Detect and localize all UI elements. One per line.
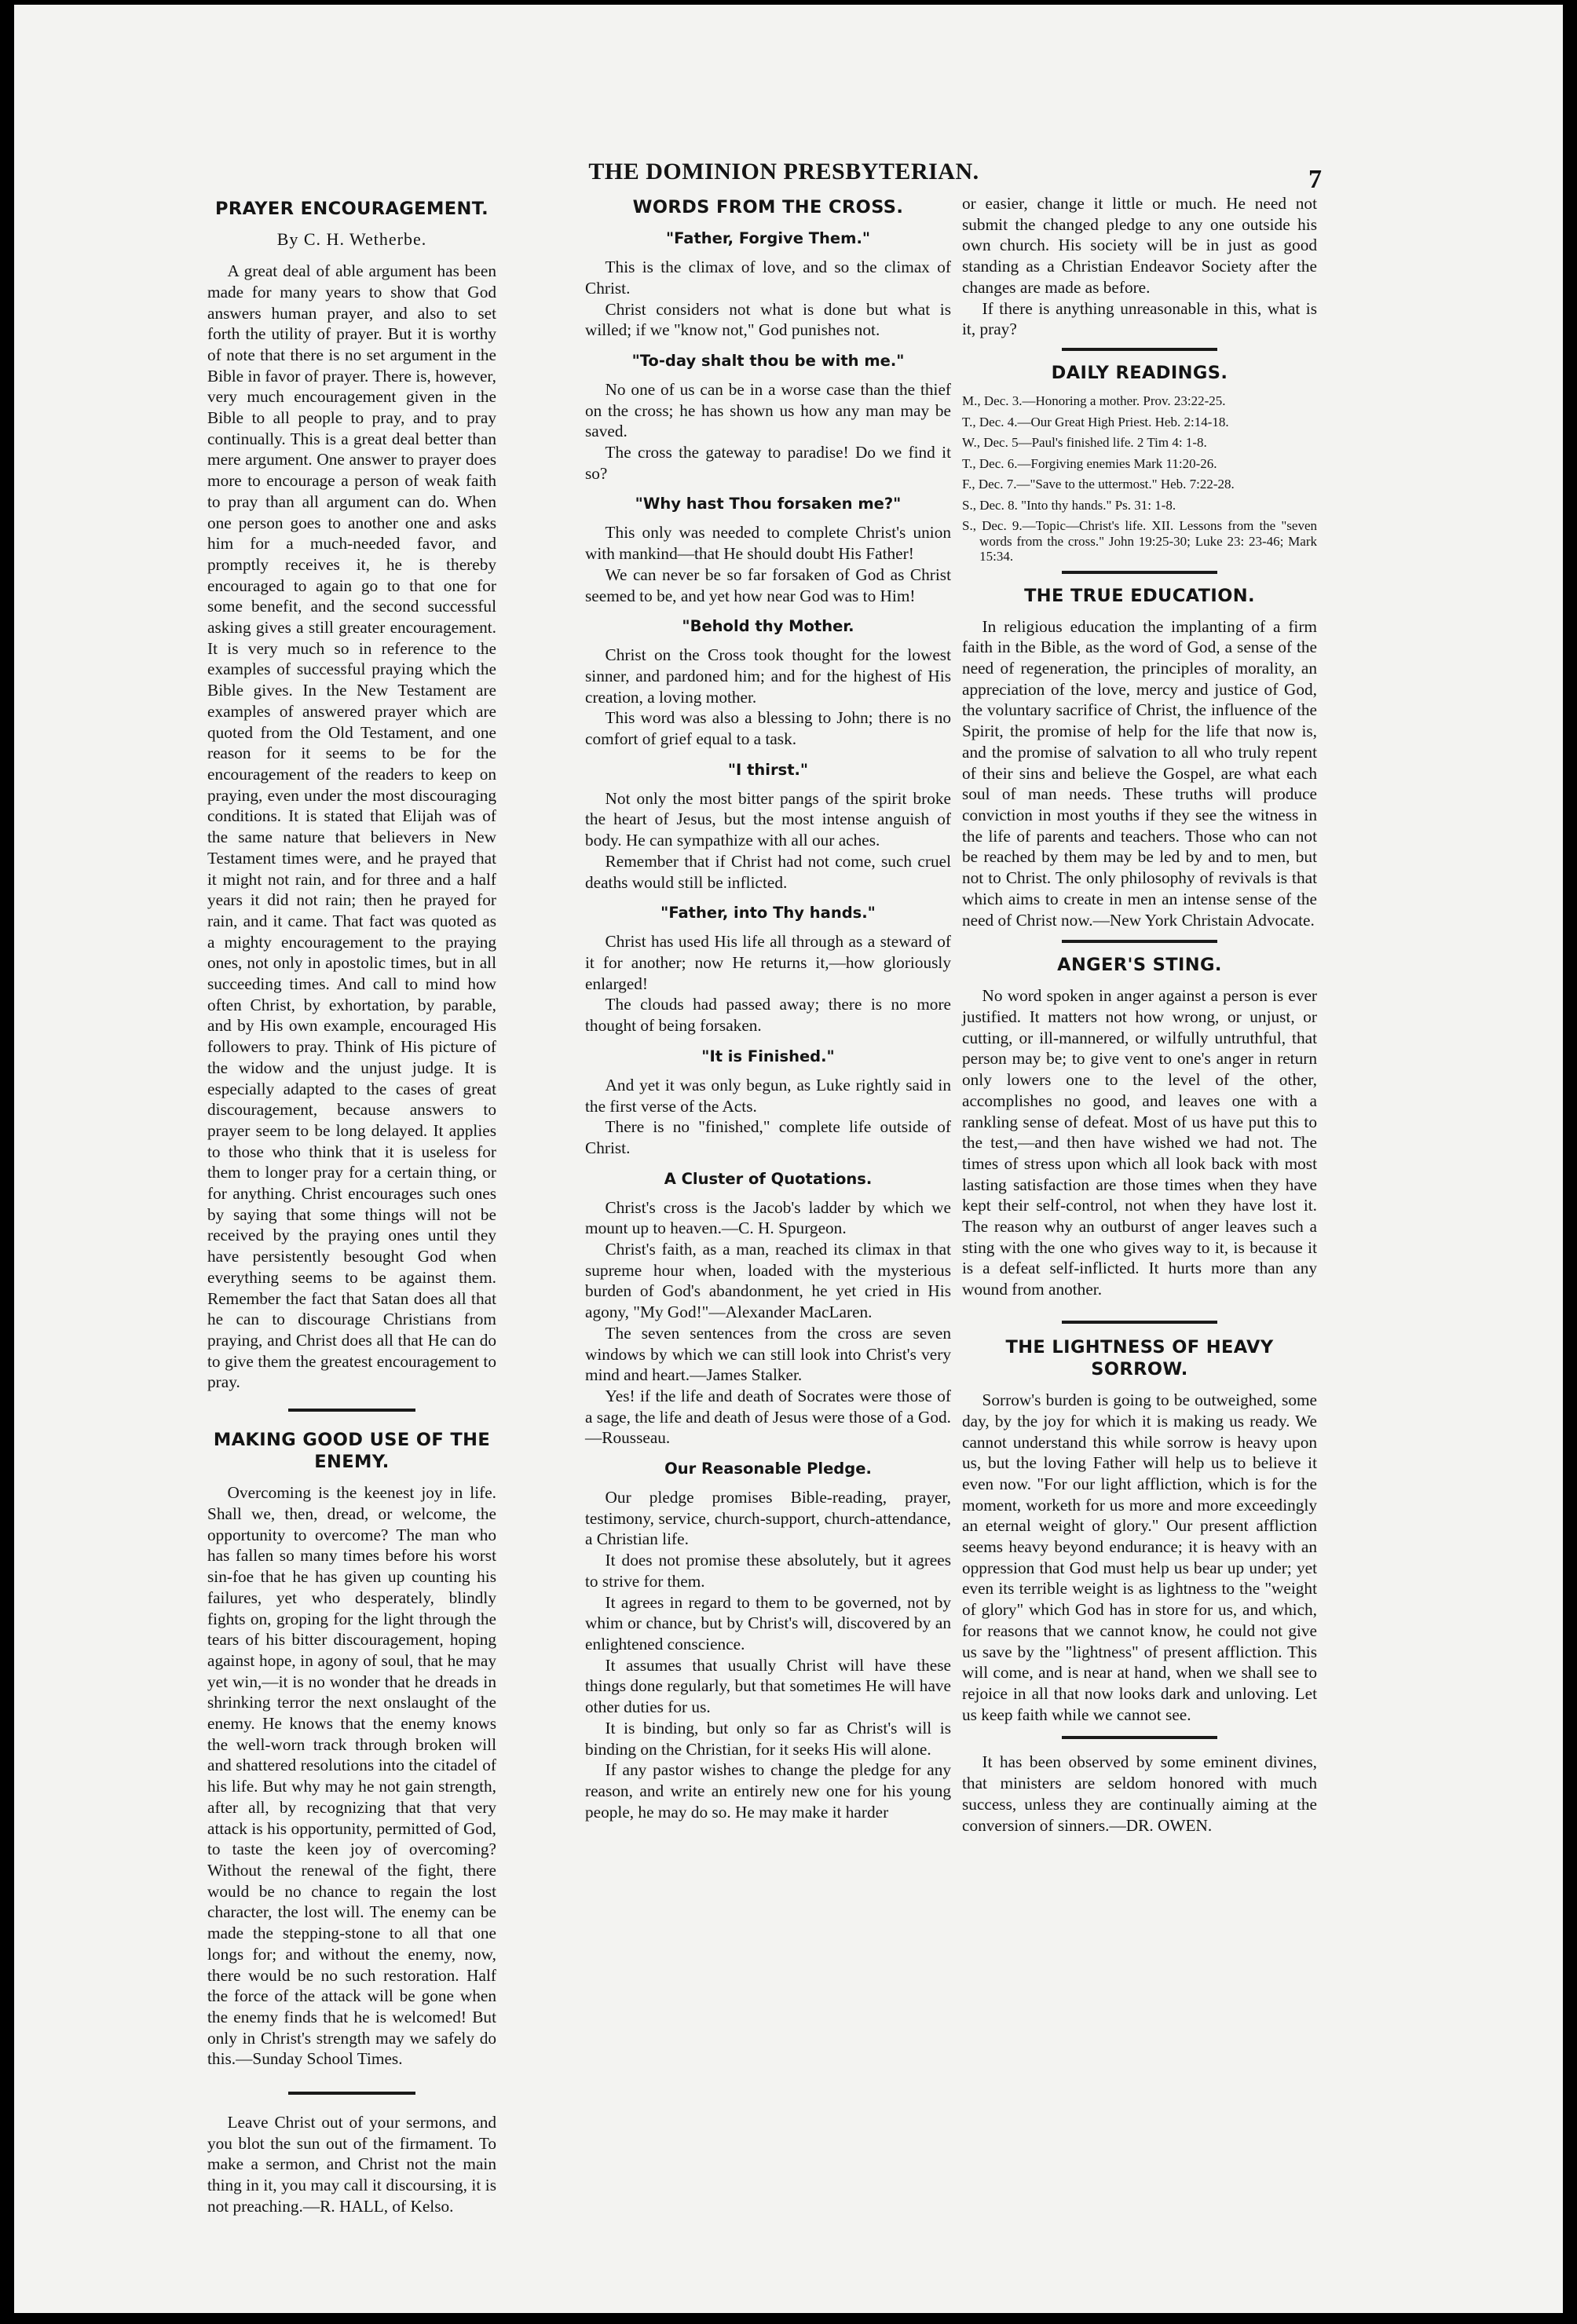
article-title-prayer: PRAYER ENCOURAGEMENT. xyxy=(214,199,489,219)
paragraph: A great deal of able argument has been made for many years to show that God answers human prayer, and also to set forth the utility of prayer. But it is worthy of note that there is no set argument in the Bible in favor of prayer. There is, however, very much encouragement given in the Bible to all people to pray, and to pray continually. This is a great deal better than mere argument. One answer to prayer does more to encourage a person of weak faith to pray than all argument can do. When one person goes to another one and asks him for a much-needed favor, and promptly receives it, he is thereby encouraged to again go to that one for some benefit, and the second successful asking gives a still greater encouragement. It is very much so in reference to the examples of successful praying which the Bible gives. In the New Testament are examples of answered prayer which are quoted from the Old Testament, and one reason for it seems to be for the encouragement of the readers to keep on praying, even under the most discouraging conditions. It is stated that Elijah was of the same nature that believers in New Testament times were, and he prayed that it might not rain, and for three and a half years it did not rain; then he prayed for rain, and it came. That fact was quoted as a mighty encouragement to the praying ones, not only in apostolic times, but in all succeeding times. And call to mind how often Christ, by exhortation, by parable, and by His own example, encouraged His followers to pray. Think of His picture of the widow and the unjust judge. It is especially adapted to the cases of great discouragement, because answers to prayer seem to be long delayed. It applies to those who think that it is useless for them to longer pray for a certain thing, or for anything. Christ encourages such ones by saying that some things will not be received by the praying ones until they have persistently besought God when everything seems to be against them. Remember the fact that Satan does all that he can to discourage Christians from praying, and Christ does all that He can do to give them the greatest encouragement to pray. xyxy=(207,261,496,1392)
divider xyxy=(1062,571,1218,574)
paragraph: Overcoming is the keenest joy in life. Shall we, then, dread, or welcome, the opportunity to overcome? The man who has fallen so many times before his worst sin-foe that he has given up counting his failures, yet who desperately, blindly fights on, groping for the light through the tears of his bitter discouragement, hoping against hope, in agony of soul, that he may yet win,—it is no wonder that he dreads in shrinking terror the next onslaught of the enemy. He knows that the enemy knows the well-worn track through broken will and shattered resolutions into the citadel of his life. But why may he not gain strength, after all, by recognizing that that very attack is his opportunity, permitted of God, to taste the keen joy of overcoming? Without the renewal of the fight, there would be no chance to regain the lost character, the lost will. The enemy can be made the stepping-stone to all that one longs for; and without the enemy, now, there would be no such restoration. Half the force of the attack will be gone when the enemy finds that he is welcomed! But only in Christ's strength may we safely do this.—Sunday School Times. xyxy=(207,1483,496,2069)
section-heading: A Cluster of Quotations. xyxy=(664,1169,873,1188)
list-item: F., Dec. 7.—"Save to the uttermost." Heb. 7:22-28. xyxy=(962,477,1235,492)
readings-list xyxy=(962,393,1317,565)
section-heading: "I thirst." xyxy=(727,760,809,779)
page-number: 7 xyxy=(1308,165,1322,194)
article-title-education: THE TRUE EDUCATION. xyxy=(1024,585,1255,606)
paragraph: Christ's cross is the Jacob's ladder by which we mount up to heaven.—C. H. Spurgeon. xyxy=(585,1197,951,1238)
paragraph: Sorrow's burden is going to be outweighed, some day, by the joy for which it is making us ready. We cannot understand this while sorrow is heavy upon us, but the loving Father will help us to believe it even now. "For our light affliction, which is for the moment, worketh for us more and more exceedingly an eternal weight of glory." Our present affliction seems heavy beyond endurance; it is heavy with an oppression that God must help us bear up under; yet even its terrible weight is as lightness to the "weight of glory" which God has in store for us, and which, for reasons that we cannot know, he could not give us save by the "lightness" of present affliction. This will come, and is near at hand, when we shall see to rejoice in all that now looks dark and unloving. Let us keep faith while we cannot see. xyxy=(962,1390,1317,1724)
paragraph: Yes! if the life and death of Socrates were those of a sage, the life and death of Jesus were those of a God.—Rousseau. xyxy=(585,1386,952,1448)
section-heading: "It is Finished." xyxy=(701,1047,835,1065)
article-title-anger: ANGER'S STING. xyxy=(1057,955,1222,976)
paragraph: There is no "finished," complete life outside of Christ. xyxy=(585,1117,951,1157)
paragraph: And yet it was only begun, as Luke rightly said in the first verse of the Acts. xyxy=(585,1075,951,1116)
quote-paragraph: It has been observed by some eminent divines, that ministers are seldom honored with much success, unless they are continually aiming at the conversion of sinners.—DR. OWEN. xyxy=(962,1752,1317,1835)
list-item: S., Dec. 8. "Into thy hands." Ps. 31: 1-8. xyxy=(962,497,1176,513)
paragraph: If there is anything unreasonable in this, what is it, pray? xyxy=(962,298,1317,339)
paragraph: The clouds had passed away; there is no more thought of being forsaken. xyxy=(585,995,951,1036)
paragraph: This word was also a blessing to John; there is no comfort of grief equal to a task. xyxy=(585,708,951,749)
article-title-cross: WORDS FROM THE CROSS. xyxy=(632,197,904,217)
masthead-title: THE DOMINION PRESBYTERIAN. xyxy=(588,159,979,185)
paragraph: We can never be so far forsaken of God as Christ seemed to be, and yet how near God was to Him! xyxy=(585,565,951,605)
list-item: S., Dec. 9.—Topic—Christ's life. XII. Lessons from the "seven words from the cross." John 19:25-30; Luke 23: 23-46; Mark 15:34. xyxy=(962,518,1317,565)
divider xyxy=(1062,1321,1218,1324)
paragraph: It assumes that usually Christ will have these things done regularly, but that sometimes He will have other duties for us. xyxy=(585,1655,951,1717)
paragraph: This is the climax of love, and so the climax of Christ. xyxy=(585,258,951,298)
section-heading: "Why hast Thou forsaken me?" xyxy=(635,495,902,513)
paragraph: Christ's faith, as a man, reached its climax in that supreme hour when, loaded with the mysterious burden of God's abandonment, he yet cried in His agony, "My God!"—Alexander MacLaren. xyxy=(585,1240,951,1322)
list-item: W., Dec. 5—Paul's finished life. 2 Tim 4: 1-8. xyxy=(962,435,1207,451)
list-item: T., Dec. 6.—Forgiving enemies Mark 11:20-26. xyxy=(962,455,1217,471)
paragraph: It is binding, but only so far as Christ's will is binding on the Christian, for it seeks His will alone. xyxy=(585,1718,951,1759)
article-title-sorrow: THE LIGHTNESS OF HEAVY SORROW. xyxy=(1005,1336,1274,1380)
list-item: T., Dec. 4.—Our Great High Priest. Heb. 2:14-18. xyxy=(962,414,1229,429)
list-item: M., Dec. 3.—Honoring a mother. Prov. 23:22-25. xyxy=(962,393,1226,409)
section-heading: "Behold thy Mother. xyxy=(682,617,854,636)
divider xyxy=(288,1409,415,1412)
paragraph: Not only the most bitter pangs of the spirit broke the heart of Jesus, but the most intense anguish of body. He can sympathize with all our aches. xyxy=(585,788,951,850)
paragraph: The seven sentences from the cross are seven windows by which we can still look into Christ's very mind and heart.—James Stalker. xyxy=(585,1323,951,1385)
byline: By C. H. Wetherbe. xyxy=(276,229,427,250)
divider xyxy=(288,2092,415,2095)
quote-paragraph: Leave Christ out of your sermons, and you blot the sun out of the firmament. To make a sermon, and Christ not the main thing in it, you may call it discoursing, it is not preaching.—R. HALL, of Kelso. xyxy=(207,2113,496,2216)
column-1 xyxy=(207,193,496,2217)
paragraph: No word spoken in anger against a person is ever justified. It matters not how wrong, or unjust, or cutting, or ill-mannered, or wilfully untruthful, that person may be; to give vent to one's anger in return only lowers one to the level of the other, accomplishes no good, and leaves one with a rankling sense of defeat. Most of us have put this to the test,—and then have wished we had not. The times of stress upon which all look back with most lasting satisfaction are those times when they have kept their self-control, not when they have lost it. The reason why an outburst of anger leaves such a sting with the one who gives way to it, is because it is a defeat self-inflicted. It hurts more than any wound from another. xyxy=(962,986,1317,1299)
article-title-daily-readings: DAILY READINGS. xyxy=(1051,362,1228,383)
paragraph: Christ has used His life all through as a steward of it for another; now He returns it,—how gloriously enlarged! xyxy=(585,932,951,993)
paragraph: The cross the gateway to paradise! Do we find it so? xyxy=(585,443,951,483)
section-heading: "To-day shalt thou be with me." xyxy=(631,351,905,370)
divider xyxy=(1062,940,1218,943)
divider xyxy=(1062,1736,1218,1739)
paragraph: It agrees in regard to them to be governed, not by whim or chance, but by Christ's will, discovered by an enlightened conscience. xyxy=(585,1592,951,1653)
paragraph: Christ on the Cross took thought for the lowest sinner, and pardoned him; and for the highest of His creation, a loving mother. xyxy=(585,645,951,707)
divider xyxy=(1062,348,1218,351)
section-heading: "Father, into Thy hands." xyxy=(660,904,876,923)
column-2 xyxy=(585,193,951,1822)
paragraph: It does not promise these absolutely, but it agrees to strive for them. xyxy=(585,1551,951,1591)
column-3 xyxy=(962,193,1317,1836)
section-heading: Our Reasonable Pledge. xyxy=(664,1460,872,1478)
paragraph: This only was needed to complete Christ's union with mankind—that He should doubt His Father! xyxy=(585,523,951,564)
section-heading: "Father, Forgive Them." xyxy=(665,229,871,248)
paragraph: No one of us can be in a worse case than the thief on the cross; he has shown us how any man may be saved. xyxy=(585,379,951,441)
newspaper-page xyxy=(14,5,1563,2313)
paragraph: Christ considers not what is done but what is willed; if we "know not," God punishes not. xyxy=(585,299,951,340)
article-title-enemy: MAKING GOOD USE OF THE ENEMY. xyxy=(213,1430,491,1473)
paragraph: Remember that if Christ had not come, such cruel deaths would still be inflicted. xyxy=(585,851,951,892)
paragraph: In religious education the implanting of a firm faith in the Bible, as the word of God, a sense of the need of regeneration, the principles of morality, an appreciation of the love, mercy and justice of God, the voluntary sacrifice of Christ, the influence of the Spirit, the promise of help for the life that now is, and the promise of salvation to all who truly repent of their sins and believe the Gospel, are what each soul of man needs. These truths will produce conviction in most youths if they see the witness in the life of parents and teachers. Those who can not be reached by them may be led by and to men, but not to Christ. The only philosophy of revivals is that which aims to create in men an intense sense of the need of Christ now.—New York Christain Advocate. xyxy=(962,616,1317,930)
paragraph: Our pledge promises Bible-reading, prayer, testimony, service, church-support, church-attendance, a Christian life. xyxy=(585,1488,951,1549)
paragraph: or easier, change it little or much. He need not submit the changed pledge to any one outside his own church. His society will be in just as good standing as a Christian Endeavor Society after the changes are made as before. xyxy=(962,194,1317,297)
paragraph: If any pastor wishes to change the pledge for any reason, and write an entirely new one for his young people, he may do so. He may make it harder xyxy=(585,1760,951,1822)
